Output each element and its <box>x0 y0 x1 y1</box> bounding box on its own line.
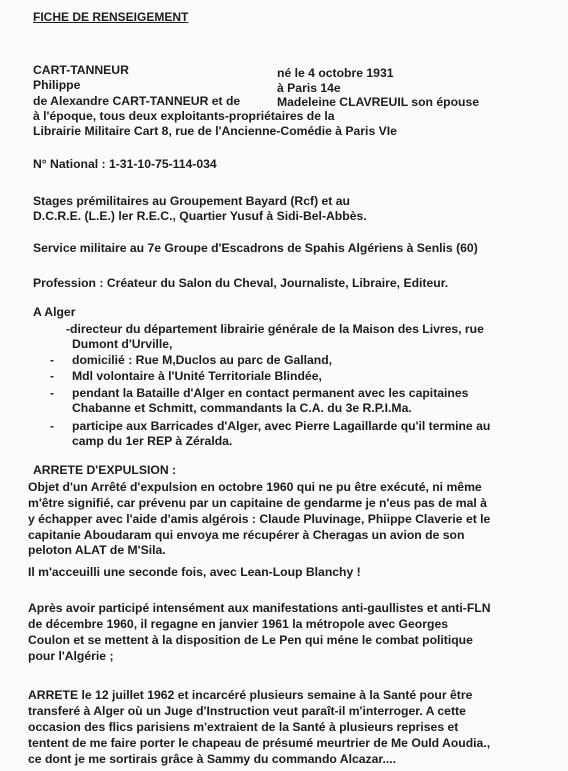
parents-line: à l'époque, tous deux exploitants-propriétaires de la <box>33 109 335 123</box>
service-militaire: Service militaire au 7e Groupe d'Escadrons de Spahis Algériens à Senlis (60) <box>33 241 478 255</box>
arrete-line-4: capitanie Aboudaram qui envoya me récupérer à Cheragas un avion de son <box>28 528 465 542</box>
alger-item-4-line-1: pendant la Bataille d'Alger en contact permanent avec les capitaines <box>72 386 469 400</box>
arrete-line-2: m'être signifié, car prévenu par un capitaine de gendarme je n'eus pas de mal à <box>28 496 487 510</box>
arrete2-line-3: occasion des flics parisiens m'extraient de la Santé à plusieurs reprises et <box>28 720 459 734</box>
arrete-line-5: peloton ALAT de M'Sila. <box>28 543 166 557</box>
alger-heading: A Alger <box>33 305 76 319</box>
apres-line-4: pour l'Algérie ; <box>28 649 114 663</box>
alger-item-2: domicilié : Rue M,Duclos au parc de Galland, <box>72 353 333 367</box>
arrete-heading: ARRETE D'EXPULSION : <box>33 463 177 477</box>
birthplace: à Paris 14e <box>277 81 341 95</box>
alger-item-4-line-2: Chabanne et Schmitt, commandants la C.A. du 3e R.P.I.Ma. <box>72 401 412 415</box>
alger-item-5-line-1: participe aux Barricades d'Alger, avec Pierre Lagaillarde qu'il termine au <box>72 419 491 433</box>
national-number: N° National : 1-31-10-75-114-034 <box>33 157 217 171</box>
arrete2-line-1: ARRETE le 12 juillet 1962 et incarcéré plusieurs semaine à la Santé pour être <box>28 688 473 702</box>
firstname: Philippe <box>33 78 81 92</box>
librairie-line: Librairie Militaire Cart 8, rue de l'Ancienne-Comédie à Paris VIe <box>33 124 397 138</box>
arrete-line-6: Il m'acceuilli une seconde fois, avec Lean-Loup Blanchy ! <box>28 565 361 579</box>
apres-line-1: Après avoir participé intensément aux manifestations anti-gaullistes et anti-FLN <box>28 601 491 615</box>
stages-line-2: D.C.R.E. (L.E.) ler R.E.C., Quartier Yusuf à Sidi-Bel-Abbès. <box>33 209 367 223</box>
arrete-line-3: y échapper avec l'aide d'amis algérois : Claude Pluvinage, Phiippe Claverie et le <box>28 512 491 526</box>
alger-item-3: Mdl volontaire à l'Unité Territoriale Blindée, <box>72 369 322 383</box>
alger-item-1-line-2: Dumont d'Urville, <box>72 337 173 351</box>
bullet-dash: - <box>50 369 54 383</box>
alger-item-5-line-2: camp du 1er REP à Zéralda. <box>72 434 233 448</box>
bullet-dash: - <box>50 386 54 400</box>
apres-line-2: de décembre 1960, il regagne en janvier 1961 la métropole avec Georges <box>28 617 448 631</box>
arrete-line-1: Objet d'un Arrêté d'expulsion en octobre 1960 qui ne pu être exécuté, ni même <box>28 480 482 494</box>
father-line: de Alexandre CART-TANNEUR et de <box>33 94 241 108</box>
stages-line-1: Stages prémilitaires au Groupement Bayard (Rcf) et au <box>33 194 350 208</box>
mother-line: Madeleine CLAVREUIL son épouse <box>277 95 480 109</box>
alger-item-1-line-1: -directeur du département librairie générale de la Maison des Livres, rue <box>66 322 484 336</box>
bullet-dash: - <box>50 353 54 367</box>
profession: Profession : Créateur du Salon du Cheval, Journaliste, Libraire, Editeur. <box>33 276 449 290</box>
arrete2-line-2: transferé à Alger où un Juge d'Instruction veut paraît-il m'interroger. A cette <box>28 704 466 718</box>
bullet-dash: - <box>50 419 54 433</box>
surname: CART-TANNEUR <box>33 63 129 77</box>
document-title: FICHE DE RENSEIGEMENT <box>33 10 189 24</box>
birth-date: né le 4 octobre 1931 <box>277 66 394 80</box>
arrete2-line-4: tentent de me faire porter le chapeau de présumé meurtrier de Me Ould Aoudia., <box>28 736 491 750</box>
apres-line-3: Coulon et se mettent à la disposition de Le Pen qui méne le combat politique <box>28 633 473 647</box>
arrete2-line-5: ce dont je me sortirais grâce à Sammy du commando Alcazar.... <box>28 752 397 766</box>
